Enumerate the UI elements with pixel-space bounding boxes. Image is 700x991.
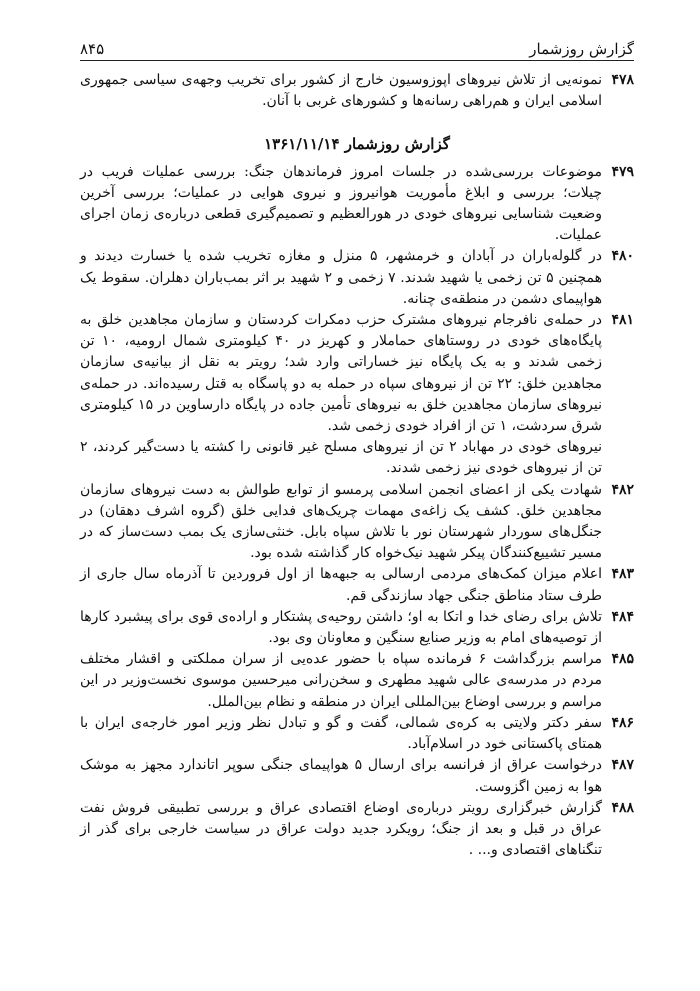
item-text: مراسم بزرگداشت ۶ فرمانده سپاه با حضور عده‌یی از سران مملکتی و اقشار مختلف مردم در مدرسه‌ی عالی شهید مطهری و سخن‌رانی میرحسین موسوی نخست‌وزیر در این مراسم و بررسی اوضاع بین‌المللی ایران در منطقه و نظام بین‌الملل. <box>80 651 603 710</box>
running-title: گزارش روزشمار <box>529 40 634 58</box>
item-text: موضوعات بررسی‌شده در جلسات امروز فرماندهان جنگ: بررسی عملیات فریب در چیلات؛ بررسی و ابلاغ مأموریت هوانیروز و نیروی هوایی در عملیات؛ بررسی آخرین وضعیت شناسایی نیروهای خودی در هورالعظیم و تصمیم‌گیری قطعی درباره‌ی زمان اجرای عملیات. <box>80 163 602 244</box>
item-text: تلاش برای رضای خدا و اتکا به او؛ داشتن روحیه‌ی پشتکار و اراده‌ی قوی برای پیشبرد کارها از توصیه‌های امام به وزیر صنایع سنگین و معاونان وی بود. <box>80 608 602 647</box>
list-item <box>80 649 634 713</box>
item-number: ۴۸۸ <box>611 799 634 816</box>
item-text: گزارش خبرگزاری رویتر درباره‌ی اوضاع اقتصادی عراق و بررسی تطبیقی فروش نفت عراق در قبل و بعد از جنگ؛ رویکرد جدید دولت عراق در سیاست خارجی برای گذر از تنگناهای اقتصادی و... . <box>80 799 602 859</box>
list-item <box>80 755 634 797</box>
item-text: سفر دکتر ولایتی به کره‌ی شمالی، گفت و گو و تبادل نظر وزیر امور خارجه‌ی ایران با همتای پاکستانی خود در اسلام‌آباد. <box>80 714 602 753</box>
item-number: ۴۸۴ <box>611 608 634 625</box>
header-divider <box>80 60 634 61</box>
section-title: گزارش روزشمار ۱۳۶۱/۱۱/۱۴ <box>264 135 450 154</box>
list-item <box>80 713 634 755</box>
item-number: ۴۸۰ <box>611 248 634 265</box>
item-continuation: نیروهای خودی در مهاباد ۲ تن از نیروهای مسلح غیر قانونی را کشته یا دست‌گیر کردند، ۲ تن از نیروهای خودی نیز زخمی شدند. <box>80 439 602 477</box>
item-text: اعلام میزان کمک‌های مردمی ارسالی به جبهه‌ها از اول فروردین تا آذرماه سال جاری از طرف ستاد مناطق جنگی جهاد سازندگی قم. <box>80 566 602 604</box>
list-item <box>80 310 634 437</box>
item-text: در گلوله‌باران در آبادان و خرمشهر، ۵ منزل و مغازه تخریب شده یا خسارت دیدند و همچنین ۵ تن زخمی یا شهید شدند. ۷ زخمی و ۲ شهید بر اثر بمب‌باران دهلران. سقوط یک هواپیمای دشمن در منطقه‌ی چنانه. <box>80 248 603 307</box>
list-item <box>80 70 634 112</box>
item-number: ۴۸۶ <box>611 714 634 731</box>
item-number: ۴۷۹ <box>611 163 634 180</box>
document-body <box>80 70 634 861</box>
item-number: ۴۸۵ <box>611 651 634 668</box>
list-item <box>80 798 634 862</box>
item-number: ۴۸۷ <box>611 757 634 774</box>
page-header <box>80 36 634 58</box>
item-text: شهادت یکی از اعضای انجمن اسلامی پرمسو از توابع طوالش به دست نیروهای سازمان مجاهدین خلق. کشف یک زاغه‌ی مهمات چریک‌های فدایی خلق (گروه اشرف دهقان) در جنگل‌های سوردار شهرستان نور با تلاش سپاه بابل. خنثی‌سازی یک بمب دست‌ساز که در مسیر تشییع‌کنندگان پیکر شهید نیک‌خواه کار گذاشته شده بود. <box>80 481 602 562</box>
list-item <box>80 162 634 247</box>
item-number: ۴۷۸ <box>611 72 634 88</box>
list-item <box>80 564 634 606</box>
page-number: ۸۴۵ <box>80 40 105 58</box>
item-number: ۴۸۱ <box>611 312 634 329</box>
item-number: ۴۸۳ <box>611 566 634 583</box>
list-item <box>80 246 634 310</box>
item-text: درخواست عراق از فرانسه برای ارسال ۵ هواپیمای جنگی سوپر اتاندارد مجهز به موشک هوا به زمین اگزوست. <box>80 757 602 795</box>
item-text: در حمله‌ی نافرجام نیروهای مشترک حزب دمکرات کردستان و سازمان مجاهدین خلق به پایگاه‌های خودی در روستاهای حماملار و کهریز در ۴۰ کیلومتری شمال ارومیه، ۱۰ تن زخمی شدند و به یک پایگاه نیز خساراتی وارد شد؛ رویتر به نقل از بیانیه‌ی سازمان مجاهدین خلق: ۲۲ تن از نیروهای سپاه در حمله به دو پاسگاه به قتل رسیده‌اند. در حمله‌ی نیروهای سازمان مجاهدین خلق به نیروهای تأمین جاده در پایگاه دارساوین در ۱۵ کیلومتری شرق سردشت، ۱ تن از افراد خودی زخمی شد. <box>80 312 602 435</box>
item-text: نمونه‌یی از تلاش نیروهای اپوزوسیون خارج از کشور برای تخریب وجهه‌ی سیاسی جمهوری اسلامی ایران و هم‌راهی رسانه‌ها و کشورهای غربی با آنان. <box>80 72 602 110</box>
list-item <box>80 607 634 649</box>
list-item <box>80 480 634 565</box>
item-number: ۴۸۲ <box>611 481 634 498</box>
